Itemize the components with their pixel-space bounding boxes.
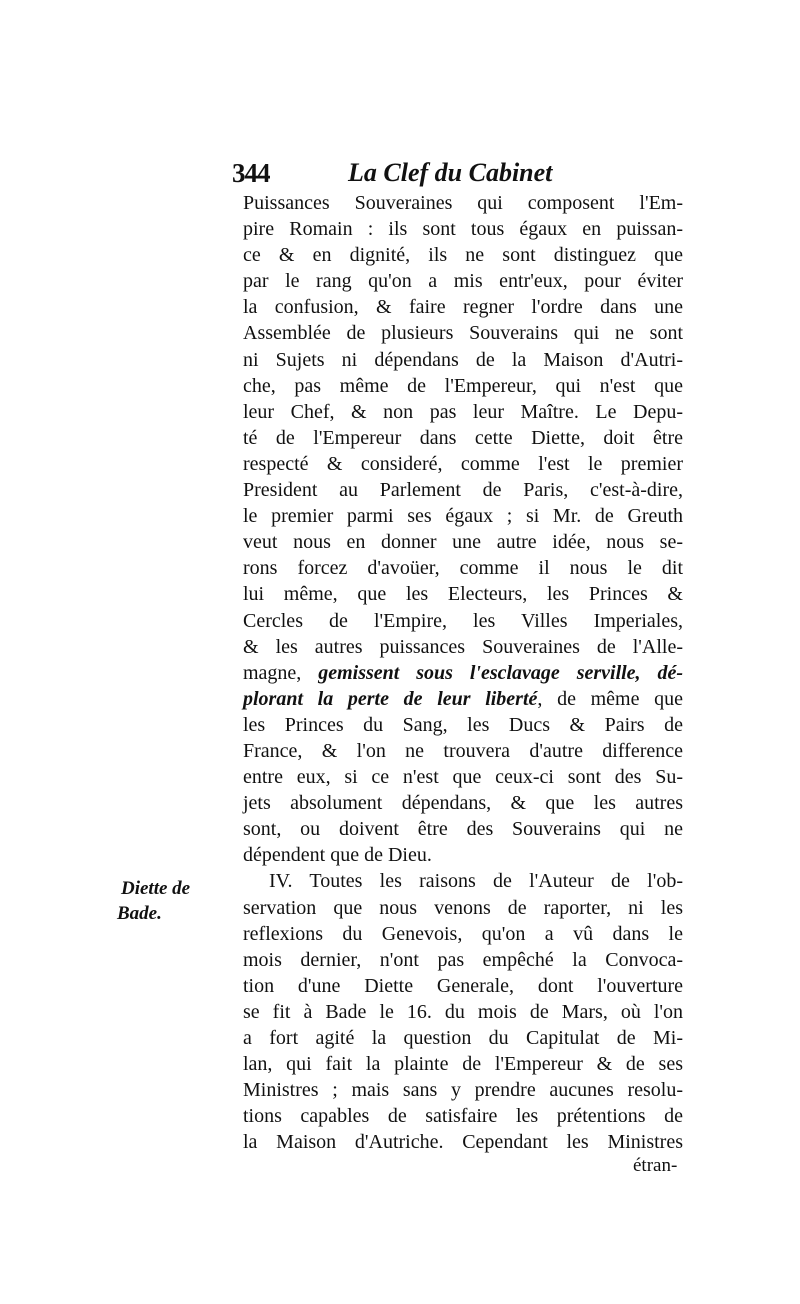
text-line: veut nous en donner une autre idée, nous se- xyxy=(243,531,683,554)
text-line: lan, qui fait la plainte de l'Empereur & de ses xyxy=(243,1053,683,1076)
text-line: dépendent que de Dieu. xyxy=(243,844,432,867)
body-text xyxy=(243,190,683,1155)
italic-text: gemissent sous l'esclavage serville, dé- xyxy=(318,661,683,684)
text-line: par le rang qu'on a mis entr'eux, pour éviter xyxy=(243,270,683,293)
margin-note xyxy=(117,876,242,926)
text-line: pire Romain : ils sont tous égaux en puissan- xyxy=(243,218,683,241)
text-line: tions capables de satisfaire les prétentions de xyxy=(243,1105,683,1128)
text-segment: magne, xyxy=(243,661,319,684)
text-line: che, pas même de l'Empereur, qui n'est que xyxy=(243,374,683,397)
running-title: La Clef du Cabinet xyxy=(348,158,553,187)
text-line: Puissances Souveraines qui composent l'Em- xyxy=(243,192,683,214)
text-line: Ministres ; mais sans y prendre aucunes resolu- xyxy=(243,1079,683,1102)
text-line: mois dernier, n'ont pas empêché la Convoca- xyxy=(243,948,683,971)
text-line: se fit à Bade le 16. du mois de Mars, où l'on xyxy=(243,1000,683,1023)
text-line: & les autres puissances Souveraines de l'Alle- xyxy=(243,635,683,658)
text-line: ni Sujets ni dépendans de la Maison d'Autri- xyxy=(243,348,683,371)
text-line: leur Chef, & non pas leur Maître. Le Depu- xyxy=(243,400,683,423)
text-line: tion d'une Diette Generale, dont l'ouverture xyxy=(243,974,683,997)
text-line: ce & en dignité, ils ne sont distinguez que xyxy=(243,244,683,267)
paragraph-start: IV. Toutes les raisons de l'Auteur de l'ob- xyxy=(269,870,683,893)
italic-text: plorant la perte de leur liberté xyxy=(243,687,538,710)
page-number: 344 xyxy=(232,158,270,188)
page-header xyxy=(232,158,682,192)
text-line-mixed xyxy=(243,660,683,686)
text-line: le premier parmi ses égaux ; si Mr. de Greuth xyxy=(243,505,683,528)
text-line-mixed xyxy=(243,686,683,712)
margin-note-line: Bade. xyxy=(117,903,162,924)
text-line: la confusion, & faire regner l'ordre dans une xyxy=(243,296,683,319)
text-line: servation que nous venons de raporter, ni les xyxy=(243,896,683,919)
text-line: reflexions du Genevois, qu'on a vû dans le xyxy=(243,922,683,945)
text-segment: , de même que xyxy=(537,687,684,710)
text-line: Cercles de l'Empire, les Villes Imperiales, xyxy=(243,609,683,632)
text-line: rons forcez d'avoüer, comme il nous le dit xyxy=(243,557,683,580)
text-line: jets absolument dépendans, & que les autres xyxy=(243,792,683,815)
text-line: té de l'Empereur dans cette Diette, doit être xyxy=(243,426,683,449)
margin-note-line: Diette de xyxy=(121,878,191,899)
text-line: France, & l'on ne trouvera d'autre difference xyxy=(243,739,683,762)
text-line: les Princes du Sang, les Ducs & Pairs de xyxy=(243,713,683,736)
text-line: a fort agité la question du Capitulat de Mi- xyxy=(243,1027,683,1049)
text-line: respecté & consideré, comme l'est le premier xyxy=(243,452,683,475)
text-line: Assemblée de plusieurs Souverains qui ne sont xyxy=(243,322,683,345)
text-line: la Maison d'Autriche. Cependant les Ministres xyxy=(243,1131,683,1154)
text-line: President au Parlement de Paris, c'est-à-dire, xyxy=(243,479,683,502)
text-line: lui même, que les Electeurs, les Princes & xyxy=(243,583,683,606)
catchword: étran- xyxy=(633,1155,678,1176)
text-line: sont, ou doivent être des Souverains qui ne xyxy=(243,818,683,841)
text-line: entre eux, si ce n'est que ceux-ci sont des Su- xyxy=(243,766,683,789)
